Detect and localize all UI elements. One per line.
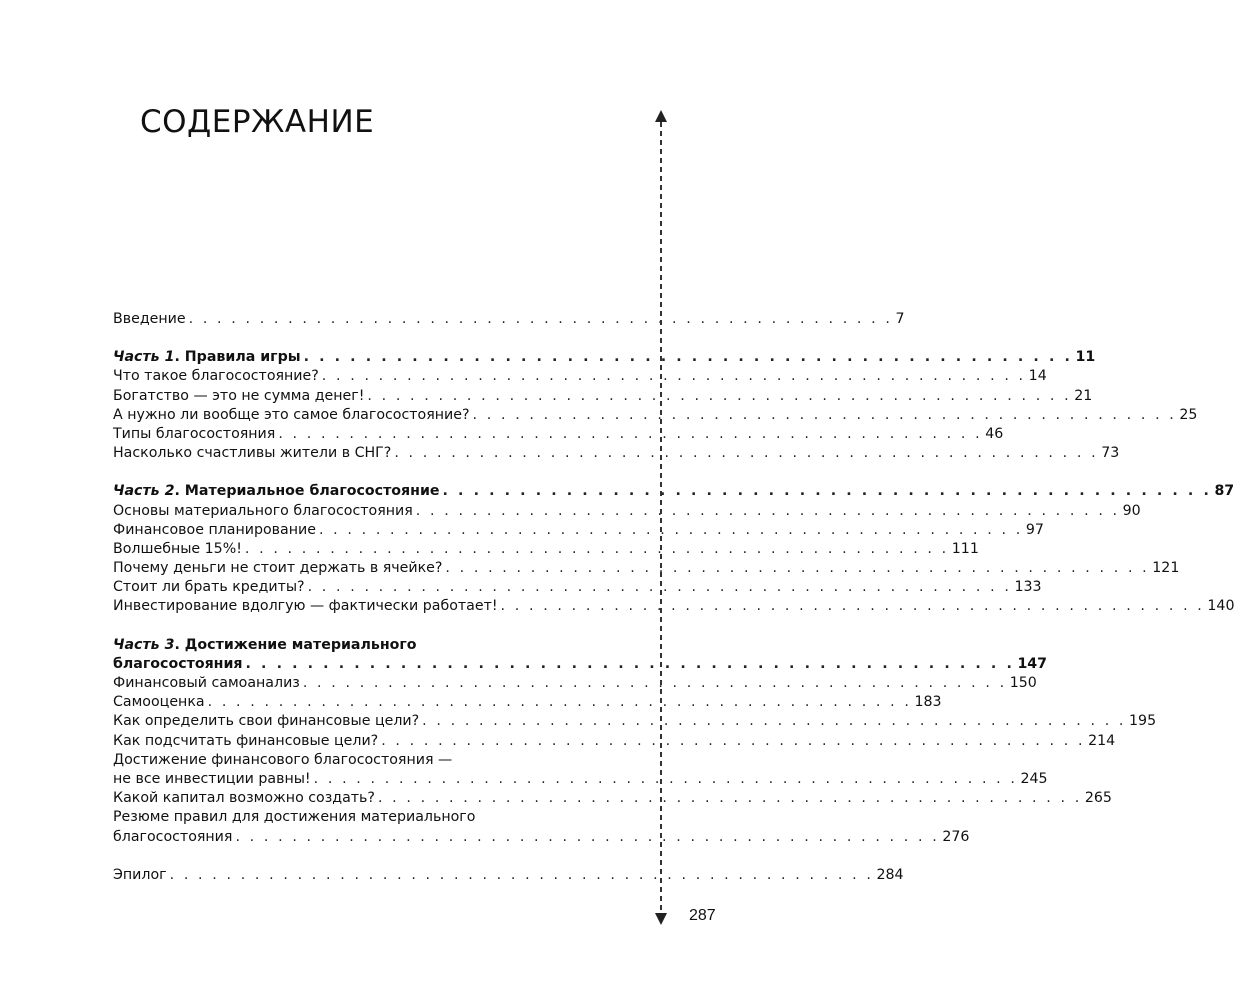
- toc-page-number: 195: [1129, 713, 1157, 730]
- toc-part-heading[interactable]: [113, 655, 1048, 674]
- toc-page-number: 25: [1179, 406, 1198, 423]
- dot-leader: . . . . . . . . . . . . . . . . . . . . . . . . . . . . . . . . . . . . . . . . . . . . . . . . . .: [207, 694, 912, 711]
- toc-entry-label: Как подсчитать финансовые цели?: [113, 732, 379, 749]
- toc-entry[interactable]: [113, 540, 979, 559]
- toc-entry-label: благосостояния: [113, 828, 233, 845]
- toc-page-number: 97: [1025, 521, 1044, 538]
- toc-entry-label: Финансовое планирование: [113, 521, 316, 538]
- toc-entry[interactable]: [113, 502, 1141, 521]
- part-title: . Достижение материального: [174, 636, 417, 653]
- toc-entry-label: Инвестирование вдолгую — фактически работает!: [113, 598, 498, 615]
- toc-page-number: 73: [1101, 445, 1120, 462]
- toc-entry[interactable]: [113, 367, 1047, 386]
- part-prefix: Часть 2: [113, 483, 175, 500]
- part-prefix: Часть 3: [113, 636, 175, 653]
- toc-entry[interactable]: [113, 444, 1120, 463]
- toc-entry-label: Насколько счастливы жители в СНГ?: [113, 445, 392, 462]
- toc-page-number: 245: [1020, 770, 1048, 787]
- toc-entry-line1[interactable]: Резюме правил для достижения материального: [113, 809, 476, 826]
- toc-entry-label: Типы благосостояния: [113, 425, 276, 442]
- toc-entry-label: Волшебные 15%!: [113, 540, 242, 557]
- toc-entry-label: Как определить свои финансовые цели?: [113, 713, 420, 730]
- toc-entry[interactable]: [113, 828, 970, 847]
- toc-entry-label: Какой капитал возможно создать?: [113, 790, 375, 807]
- part-title-continued: благосостояния: [113, 655, 243, 672]
- toc-entry[interactable]: [113, 425, 1004, 444]
- dot-leader: . . . . . . . . . . . . . . . . . . . . . . . . . . . . . . . . . . . . . . . . . . . . . . . . . .: [313, 770, 1018, 787]
- toc-page-number: 21: [1074, 387, 1093, 404]
- part-title: . Материальное благосостояние: [174, 483, 440, 500]
- toc-part-heading[interactable]: [113, 482, 1235, 501]
- part-prefix: Часть 1: [113, 349, 175, 366]
- dot-leader: . . . . . . . . . . . . . . . . . . . . . . . . . . . . . . . . . . . . . . . . . . . . . . . . . .: [307, 579, 1012, 596]
- dot-leader: . . . . . . . . . . . . . . . . . . . . . . . . . . . . . . . . . . . . . . . . . . . . . . . . . .: [303, 349, 1073, 366]
- toc-entry-label: Введение: [113, 311, 186, 327]
- toc-entry-label: Финансовый самоанализ: [113, 675, 300, 691]
- table-of-contents: [113, 310, 1235, 885]
- toc-entry[interactable]: [113, 674, 1037, 693]
- toc-entry-label: Основы материального благосостояния: [113, 502, 413, 519]
- toc-entry[interactable]: [113, 559, 1180, 578]
- part-title: . Правила игры: [174, 349, 301, 366]
- dot-leader: . . . . . . . . . . . . . . . . . . . . . . . . . . . . . . . . . . . . . . . . . . . . . . . . . .: [188, 311, 893, 327]
- dot-leader: . . . . . . . . . . . . . . . . . . . . . . . . . . . . . . . . . . . . . . . . . . . . . . . . . .: [394, 445, 1099, 462]
- toc-page-number: 140: [1207, 598, 1235, 615]
- toc-entry-label: Богатство — это не сумма денег!: [113, 387, 365, 404]
- toc-entry[interactable]: [113, 732, 1116, 751]
- toc-entry[interactable]: [113, 406, 1198, 425]
- dot-leader: . . . . . . . . . . . . . . . . . . . . . . . . . . . . . . . . . . . . . . . . . . . . . . . . . .: [235, 828, 940, 845]
- toc-entry-epilogue[interactable]: [113, 866, 904, 885]
- toc-page-number: 121: [1152, 560, 1180, 577]
- dot-leader: . . . . . . . . . . . . . . . . . . . . . . . . . . . . . . . . . . . . . . . . . . . . . . . . . .: [302, 675, 1007, 691]
- toc-page-number: 111: [951, 540, 979, 557]
- dot-leader: . . . . . . . . . . . . . . . . . . . . . . . . . . . . . . . . . . . . . . . . . . . . . . . . . .: [318, 521, 1023, 538]
- toc-entry[interactable]: [113, 789, 1112, 808]
- toc-entry[interactable]: [113, 521, 1044, 540]
- toc-page-number: 46: [985, 425, 1004, 442]
- toc-entry-label: Стоит ли брать кредиты?: [113, 579, 305, 596]
- dot-leader: . . . . . . . . . . . . . . . . . . . . . . . . . . . . . . . . . . . . . . . . . . . . . . . . . .: [500, 598, 1205, 615]
- dot-leader: . . . . . . . . . . . . . . . . . . . . . . . . . . . . . . . . . . . . . . . . . . . . . . . . . .: [472, 406, 1177, 423]
- toc-page-number: 265: [1084, 790, 1112, 807]
- toc-page-number: 87: [1214, 483, 1235, 500]
- toc-page-number: 11: [1075, 349, 1096, 366]
- toc-page-number: 276: [942, 828, 970, 845]
- toc-entry[interactable]: [113, 770, 1048, 789]
- toc-page-number: 133: [1014, 579, 1042, 596]
- toc-entry-line1[interactable]: Достижение финансового благосостояния —: [113, 751, 453, 768]
- toc-entry[interactable]: [113, 578, 1042, 597]
- toc-page-number: 7: [895, 311, 905, 327]
- toc-entry-label: Что такое благосостояние?: [113, 368, 319, 385]
- toc-entry-label: А нужно ли вообще это самое благосостояние?: [113, 406, 470, 423]
- toc-page-number: 284: [876, 866, 904, 883]
- toc-entry-intro[interactable]: [113, 310, 905, 329]
- dot-leader: . . . . . . . . . . . . . . . . . . . . . . . . . . . . . . . . . . . . . . . . . . . . . . . . . .: [278, 425, 983, 442]
- dot-leader: . . . . . . . . . . . . . . . . . . . . . . . . . . . . . . . . . . . . . . . . . . . . . . . . . .: [321, 368, 1026, 385]
- page-title: СОДЕРЖАНИЕ: [140, 104, 375, 140]
- toc-page-number: 147: [1017, 655, 1048, 672]
- toc-page-number: 90: [1122, 502, 1141, 519]
- dot-leader: . . . . . . . . . . . . . . . . . . . . . . . . . . . . . . . . . . . . . . . . . . . . . . . . . .: [442, 483, 1212, 500]
- toc-entry-label: Почему деньги не стоит держать в ячейке?: [113, 560, 443, 577]
- dot-leader: . . . . . . . . . . . . . . . . . . . . . . . . . . . . . . . . . . . . . . . . . . . . . . . . . .: [445, 560, 1150, 577]
- dot-leader: . . . . . . . . . . . . . . . . . . . . . . . . . . . . . . . . . . . . . . . . . . . . . . . . . .: [367, 387, 1072, 404]
- toc-entry[interactable]: [113, 387, 1093, 406]
- toc-page-number: 14: [1028, 368, 1047, 385]
- toc-entry-label: Эпилог: [113, 866, 167, 883]
- toc-page-number: 150: [1009, 675, 1037, 691]
- dashed-double-arrow-icon: [653, 110, 669, 925]
- toc-entry-label: не все инвестиции равны!: [113, 770, 311, 787]
- page-number: 287: [689, 907, 716, 924]
- dot-leader: . . . . . . . . . . . . . . . . . . . . . . . . . . . . . . . . . . . . . . . . . . . . . . . . . .: [169, 866, 874, 883]
- dot-leader: . . . . . . . . . . . . . . . . . . . . . . . . . . . . . . . . . . . . . . . . . . . . . . . . . .: [422, 713, 1127, 730]
- toc-entry[interactable]: [113, 597, 1235, 616]
- toc-part-heading-line1[interactable]: [113, 636, 629, 655]
- toc-entry-label: Самооценка: [113, 694, 205, 711]
- toc-page-number: 214: [1088, 732, 1116, 749]
- toc-page-number: 183: [914, 694, 942, 711]
- dot-leader: . . . . . . . . . . . . . . . . . . . . . . . . . . . . . . . . . . . . . . . . . . . . . . . . . .: [244, 540, 949, 557]
- toc-entry[interactable]: [113, 693, 942, 712]
- dot-leader: . . . . . . . . . . . . . . . . . . . . . . . . . . . . . . . . . . . . . . . . . . . . . . . . . .: [377, 790, 1082, 807]
- toc-part-heading[interactable]: [113, 348, 1096, 367]
- toc-entry[interactable]: [113, 712, 1157, 731]
- dot-leader: . . . . . . . . . . . . . . . . . . . . . . . . . . . . . . . . . . . . . . . . . . . . . . . . . .: [381, 732, 1086, 749]
- dot-leader: . . . . . . . . . . . . . . . . . . . . . . . . . . . . . . . . . . . . . . . . . . . . . . . . . .: [415, 502, 1120, 519]
- dot-leader: . . . . . . . . . . . . . . . . . . . . . . . . . . . . . . . . . . . . . . . . . . . . . . . . . .: [245, 655, 1015, 672]
